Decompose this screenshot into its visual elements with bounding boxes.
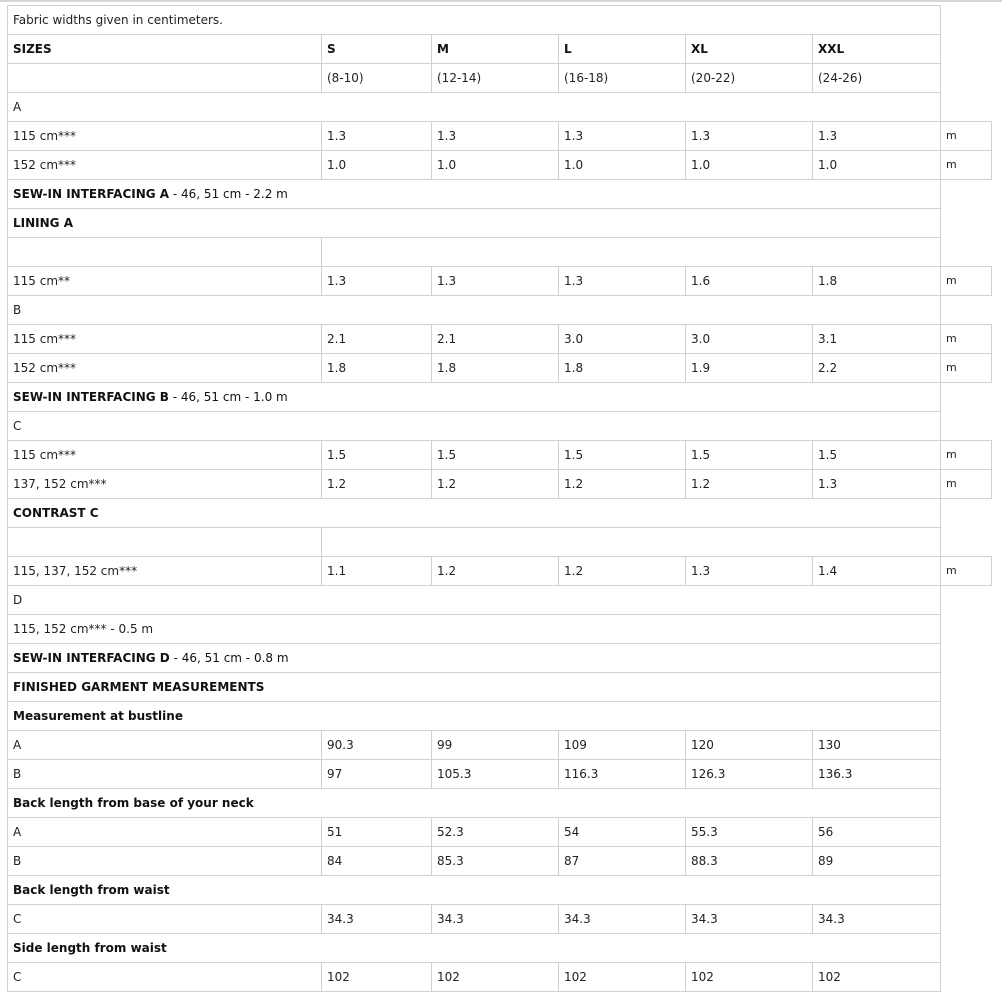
section-heading	[7, 643, 941, 673]
section-heading	[7, 382, 941, 412]
row-label: 115 cm***	[7, 121, 322, 151]
value-cell: 1.3	[812, 469, 941, 499]
value-cell: 1.2	[558, 556, 686, 586]
value-cell: 1.0	[685, 150, 813, 180]
value-cell: 99	[431, 730, 559, 760]
size-header: M	[431, 34, 559, 64]
value-cell: 1.1	[321, 556, 432, 586]
value-cell: 1.3	[558, 121, 686, 151]
section-heading-detail: - 46, 51 cm - 1.0 m	[168, 390, 288, 404]
value-cell: 1.5	[812, 440, 941, 470]
size-range: (12-14)	[431, 63, 559, 93]
unit-cell: m	[940, 121, 992, 151]
unit-cell: m	[940, 469, 992, 499]
top-divider	[0, 0, 1002, 2]
value-cell: 1.0	[812, 150, 941, 180]
value-cell: 102	[812, 962, 941, 992]
value-cell: 34.3	[321, 904, 432, 934]
blank-cell	[7, 237, 322, 267]
value-cell: 120	[685, 730, 813, 760]
value-cell: 102	[321, 962, 432, 992]
value-cell: 90.3	[321, 730, 432, 760]
unit-cell: m	[940, 353, 992, 383]
value-cell: 84	[321, 846, 432, 876]
row-label: C	[7, 962, 322, 992]
row-label: 115, 137, 152 cm***	[7, 556, 322, 586]
section-heading-label: Side length from waist	[13, 941, 167, 955]
value-cell: 130	[812, 730, 941, 760]
value-cell: 116.3	[558, 759, 686, 789]
size-range: (24-26)	[812, 63, 941, 93]
size-header: XL	[685, 34, 813, 64]
unit-cell: m	[940, 440, 992, 470]
value-cell: 102	[685, 962, 813, 992]
value-cell: 1.2	[431, 556, 559, 586]
blank-cell	[321, 527, 941, 557]
value-cell: 3.1	[812, 324, 941, 354]
blank-cell	[7, 527, 322, 557]
section-heading	[7, 788, 941, 818]
value-cell: 34.3	[558, 904, 686, 934]
value-cell: 88.3	[685, 846, 813, 876]
value-cell: 1.8	[431, 353, 559, 383]
section-heading	[7, 701, 941, 731]
value-cell: 1.8	[812, 266, 941, 296]
value-cell: 1.0	[431, 150, 559, 180]
section-heading-label: FINISHED GARMENT MEASUREMENTS	[13, 680, 265, 694]
value-cell: 1.3	[558, 266, 686, 296]
value-cell: 1.8	[321, 353, 432, 383]
value-cell: 52.3	[431, 817, 559, 847]
value-cell: 136.3	[812, 759, 941, 789]
value-cell: 1.3	[685, 556, 813, 586]
value-cell: 97	[321, 759, 432, 789]
section-heading	[7, 875, 941, 905]
value-cell: 87	[558, 846, 686, 876]
row-label: 115 cm**	[7, 266, 322, 296]
unit-cell: m	[940, 556, 992, 586]
value-cell: 1.2	[321, 469, 432, 499]
value-cell: 1.3	[321, 266, 432, 296]
value-cell: 1.9	[685, 353, 813, 383]
section-heading-label: Back length from base of your neck	[13, 796, 254, 810]
section-heading	[7, 672, 941, 702]
value-cell: 1.4	[812, 556, 941, 586]
value-cell: 1.5	[685, 440, 813, 470]
value-cell: 89	[812, 846, 941, 876]
value-cell: 126.3	[685, 759, 813, 789]
value-cell: 34.3	[685, 904, 813, 934]
value-cell: 1.5	[431, 440, 559, 470]
row-label: 152 cm***	[7, 353, 322, 383]
value-cell: 3.0	[558, 324, 686, 354]
section-heading-label: CONTRAST C	[13, 506, 99, 520]
value-cell: 1.3	[812, 121, 941, 151]
section-label: A	[7, 92, 941, 122]
value-cell: 1.2	[431, 469, 559, 499]
section-heading-label: Back length from waist	[13, 883, 170, 897]
value-cell: 1.2	[558, 469, 686, 499]
value-cell: 102	[558, 962, 686, 992]
section-label: 115, 152 cm*** - 0.5 m	[7, 614, 941, 644]
value-cell: 2.1	[431, 324, 559, 354]
value-cell: 56	[812, 817, 941, 847]
section-heading	[7, 498, 941, 528]
value-cell: 1.2	[685, 469, 813, 499]
value-cell: 85.3	[431, 846, 559, 876]
row-label: 137, 152 cm***	[7, 469, 322, 499]
value-cell: 1.3	[431, 121, 559, 151]
value-cell: 1.0	[321, 150, 432, 180]
value-cell: 1.6	[685, 266, 813, 296]
section-label: B	[7, 295, 941, 325]
section-heading-label: SEW-IN INTERFACING A	[13, 187, 170, 201]
blank-cell	[321, 237, 941, 267]
value-cell: 1.3	[321, 121, 432, 151]
table-note: Fabric widths given in centimeters.	[7, 5, 941, 35]
fabric-requirements-table	[7, 5, 999, 992]
value-cell: 1.5	[558, 440, 686, 470]
section-heading	[7, 933, 941, 963]
size-range: (20-22)	[685, 63, 813, 93]
section-label: C	[7, 411, 941, 441]
section-heading	[7, 179, 941, 209]
size-header: L	[558, 34, 686, 64]
row-label: 115 cm***	[7, 440, 322, 470]
unit-cell: m	[940, 324, 992, 354]
size-header: S	[321, 34, 432, 64]
sizes-header: SIZES	[7, 34, 322, 64]
value-cell: 2.2	[812, 353, 941, 383]
unit-cell: m	[940, 266, 992, 296]
value-cell: 1.8	[558, 353, 686, 383]
size-range: (16-18)	[558, 63, 686, 93]
section-heading-detail: - 46, 51 cm - 0.8 m	[169, 651, 289, 665]
value-cell: 55.3	[685, 817, 813, 847]
row-label: A	[7, 817, 322, 847]
value-cell: 51	[321, 817, 432, 847]
value-cell: 1.3	[685, 121, 813, 151]
sizes-header-blank	[7, 63, 322, 93]
row-label: C	[7, 904, 322, 934]
value-cell: 102	[431, 962, 559, 992]
section-heading-label: Measurement at bustline	[13, 709, 183, 723]
value-cell: 105.3	[431, 759, 559, 789]
section-heading-label: SEW-IN INTERFACING B	[13, 390, 169, 404]
value-cell: 2.1	[321, 324, 432, 354]
value-cell: 3.0	[685, 324, 813, 354]
size-range: (8-10)	[321, 63, 432, 93]
section-heading-detail: - 46, 51 cm - 2.2 m	[169, 187, 288, 201]
row-label: 152 cm***	[7, 150, 322, 180]
section-heading-label: SEW-IN INTERFACING D	[13, 651, 170, 665]
value-cell: 34.3	[431, 904, 559, 934]
value-cell: 109	[558, 730, 686, 760]
value-cell: 54	[558, 817, 686, 847]
section-label: D	[7, 585, 941, 615]
value-cell: 34.3	[812, 904, 941, 934]
value-cell: 1.0	[558, 150, 686, 180]
row-label: B	[7, 846, 322, 876]
row-label: A	[7, 730, 322, 760]
unit-cell: m	[940, 150, 992, 180]
row-label: 115 cm***	[7, 324, 322, 354]
value-cell: 1.3	[431, 266, 559, 296]
section-heading	[7, 208, 941, 238]
section-heading-label: LINING A	[13, 216, 73, 230]
value-cell: 1.5	[321, 440, 432, 470]
row-label: B	[7, 759, 322, 789]
size-header: XXL	[812, 34, 941, 64]
